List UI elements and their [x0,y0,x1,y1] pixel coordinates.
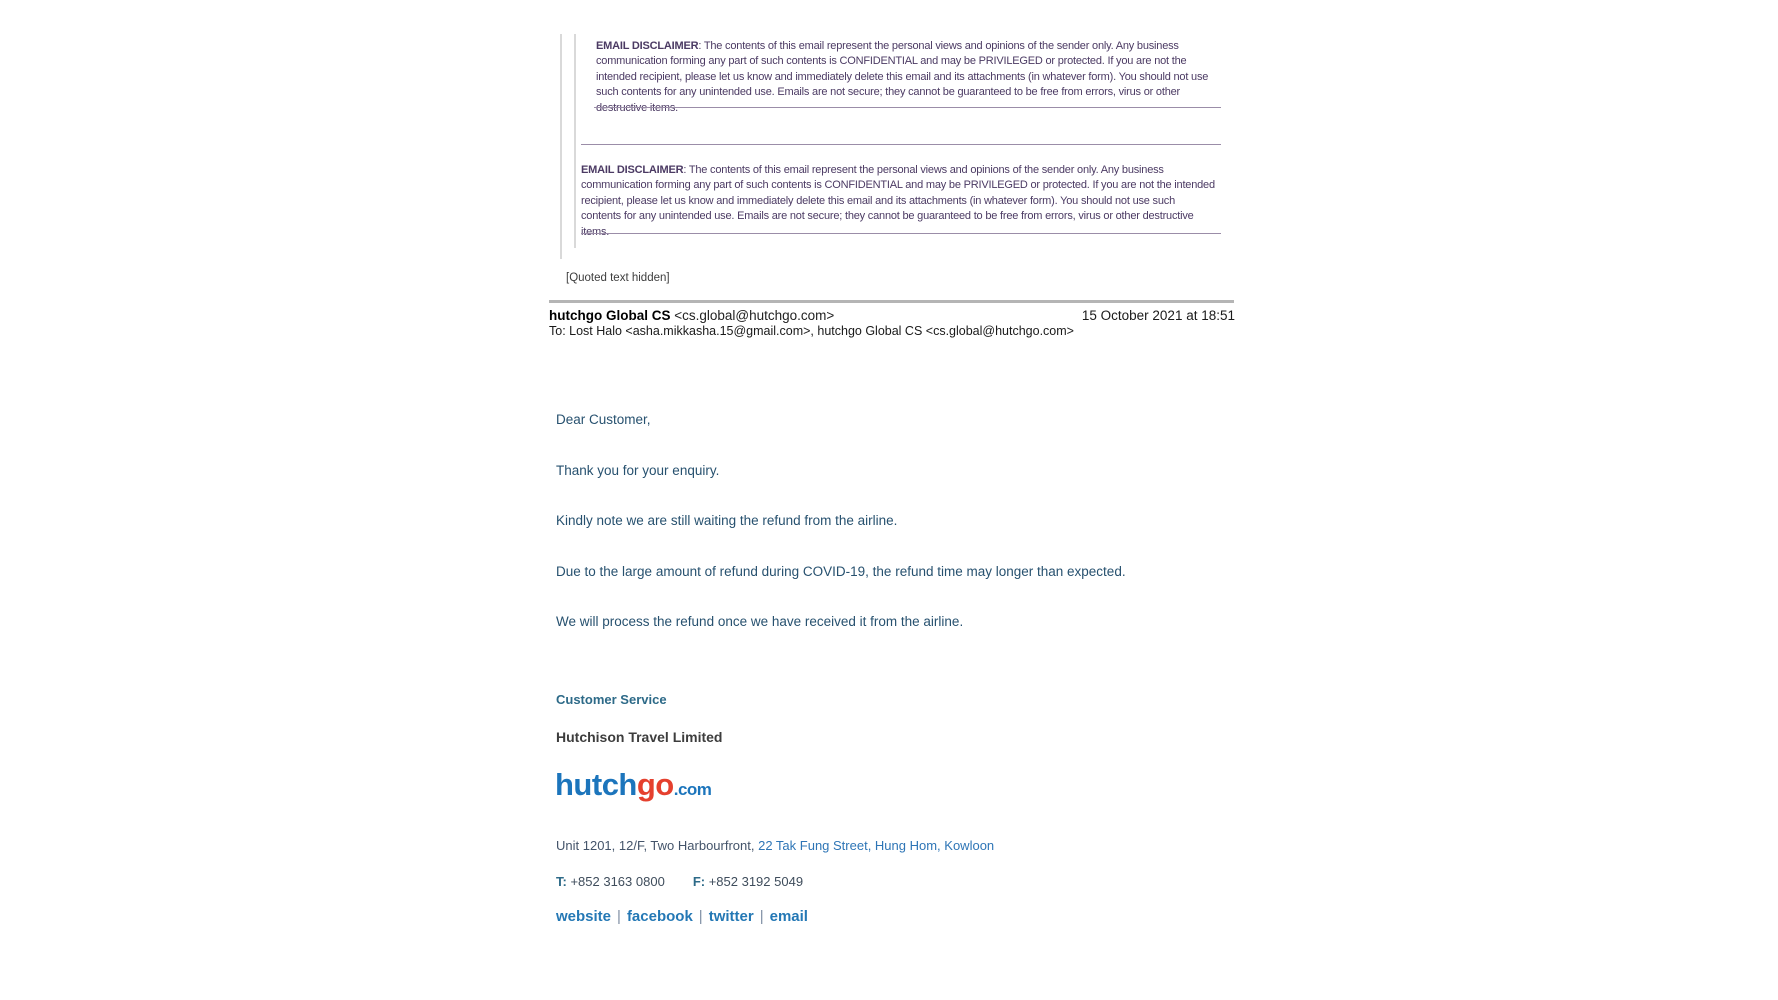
message-date: 15 October 2021 at 18:51 [1081,308,1235,323]
address-text: Unit 1201, 12/F, Two Harbourfront, [556,838,759,853]
signature-company: Hutchison Travel Limited [556,729,723,745]
email-disclaimer-quoted-2 [581,163,1215,240]
body-paragraph: Kindly note we are still waiting the refund from the airline. [556,513,898,528]
quoted-divider-rule [581,233,1221,234]
logo-text-com: .com [673,780,712,799]
telephone-label: T: [556,874,567,889]
signature-team: Customer Service [556,692,667,707]
email-link[interactable]: email [769,908,808,925]
sender-line [549,308,834,323]
quote-indent-bar-outer [560,34,562,259]
quoted-text-hidden-label: [Quoted text hidden] [566,272,670,284]
body-paragraph: Dear Customer, [556,412,651,427]
disclaimer-label: EMAIL DISCLAIMER [596,40,699,52]
sender-email: <cs.global@hutchgo.com> [670,308,835,323]
sender-name: hutchgo Global CS [549,308,671,323]
disclaimer-text: : The contents of this email represent the personal views and opinions of the sender only. Any business communication forming any part of such contents is CONFIDENTIAL and may be PRIVILEGED or protected. If you are not the intended recipient, please let us know and immediately delete this email and its attachments (in whatever form). You should not use such contents for any unintended use. Emails are not secure; they cannot be guaranteed to be free from errors, virus or other destructive items. [581,164,1215,238]
address-link[interactable]: 22 Tak Fung Street, Hung Hom, Kowloon [758,838,995,853]
disclaimer-label: EMAIL DISCLAIMER [581,164,684,176]
website-link[interactable]: website [556,908,612,925]
body-paragraph: Thank you for your enquiry. [556,463,720,478]
hutchgo-logo [555,768,711,807]
recipients-line: To: Lost Halo <asha.mikkasha.15@gmail.com>, hutchgo Global CS <cs.global@hutchgo.com> [549,324,1074,338]
facebook-link[interactable]: facebook [626,908,693,925]
twitter-link[interactable]: twitter [708,908,754,925]
body-paragraph: Due to the large amount of refund during COVID-19, the refund time may longer than expected. [556,564,1126,579]
signature-address [556,838,994,853]
disclaimer-text: : The contents of this email represent the personal views and opinions of the sender only. Any business communication forming any part of such contents is CONFIDENTIAL and may be PRIVILEGED or protected. If you are not the intended recipient, please let us know and immediately delete this email and its attachments (in whatever form). You should not use such contents for any unintended use. Emails are not secure; they cannot be guaranteed to be free from errors, virus or other destructive items. [596,40,1209,114]
signature-phones [556,874,803,889]
fax-label: F: [692,874,706,889]
message-header [549,308,1235,323]
logo-text-hutch: hutch [555,767,637,802]
quoted-divider-rule [581,144,1221,145]
signature-links [556,908,808,925]
link-separator: | [617,908,621,925]
telephone-number: +852 3163 0800 [566,874,665,889]
email-disclaimer-quoted-1 [596,39,1224,116]
body-paragraph: We will process the refund once we have received it from the airline. [556,614,964,629]
logo-text-go: go [636,767,674,802]
fax-number: +852 3192 5049 [705,874,804,889]
link-separator: | [698,908,703,925]
quote-indent-bar-inner [574,34,576,248]
quoted-divider-rule [594,107,1221,108]
link-separator: | [759,908,764,925]
message-separator [549,300,1234,303]
